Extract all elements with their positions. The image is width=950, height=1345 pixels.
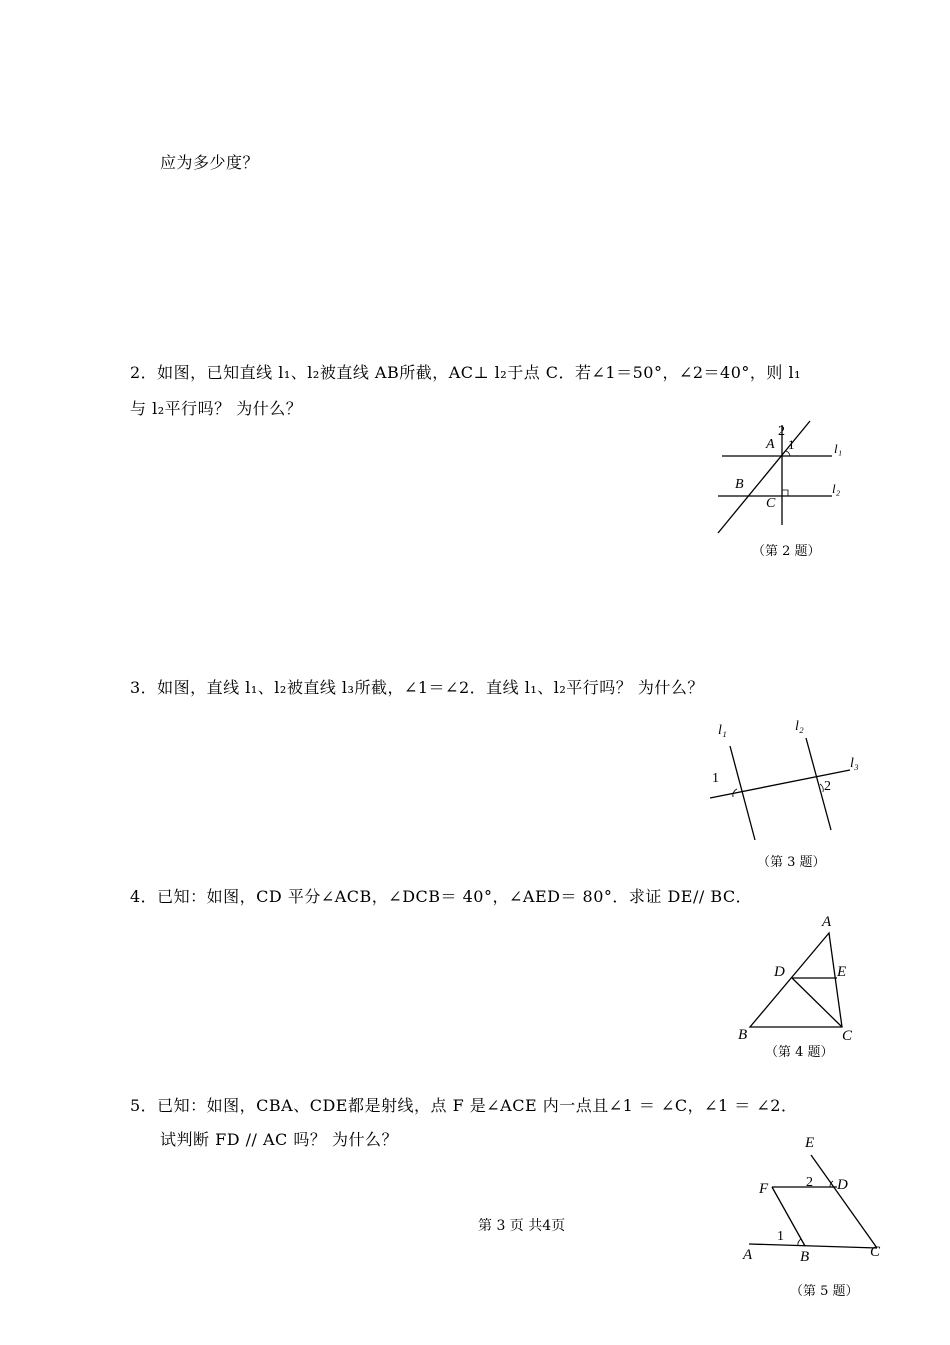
q5-label-f: F xyxy=(759,1181,769,1197)
q4-figure xyxy=(730,910,865,1045)
q2-label-b: B xyxy=(735,477,744,492)
q4-caption: （第 4 题） xyxy=(765,1045,834,1060)
q4-label-a: A xyxy=(822,914,832,930)
q2-text-line2: 与 l₂平行吗？ 为什么？ xyxy=(130,399,303,418)
q4-label-c: C xyxy=(842,1028,853,1044)
q5-ray-ce xyxy=(811,1155,877,1248)
q4-line-cd xyxy=(792,978,842,1027)
q5-text-line1: 5．已知：如图，CBA、CDE都是射线，点 F 是∠ACE 内一点且∠1 ＝ ∠C，∠1 ＝ ∠2． xyxy=(130,1096,798,1115)
q3-caption: （第 3 题） xyxy=(757,855,826,870)
q2-label-two: 2 xyxy=(778,424,785,439)
q2-label-a: A xyxy=(766,437,775,452)
q2-label-one: 1 xyxy=(788,437,795,452)
q5-label-a: A xyxy=(743,1247,753,1263)
q4-label-d: D xyxy=(774,964,785,980)
q5-label-two: 2 xyxy=(806,1175,813,1190)
q2-figure xyxy=(710,415,860,545)
q2-label-c: C xyxy=(766,496,776,511)
q3-figure xyxy=(700,712,870,847)
q3-label-two: 2 xyxy=(824,779,831,794)
q4-label-e: E xyxy=(837,964,847,980)
q4-text-line1: 4．已知：如图，CD 平分∠ACB，∠DCB＝ 40°，∠AED＝ 80°．求证 DE// BC． xyxy=(130,887,753,906)
q1-tail-text: 应为多少度？ xyxy=(160,153,260,172)
q5-label-e: E xyxy=(805,1135,815,1151)
q5-label-one: 1 xyxy=(777,1229,784,1244)
q3-label-l3: l₃ xyxy=(850,756,859,771)
q3-text-line1: 3．如图，直线 l₁、l₂被直线 l₃所截，∠1＝∠2．直线 l₁、l₂平行吗？ 为什么？ xyxy=(130,678,704,697)
q2-text-line1: 2．如图，已知直线 l₁、l₂被直线 AB所截，AC⊥ l₂于点 C．若∠1＝50°，∠2＝40°，则 l₁ xyxy=(130,363,802,382)
q5-figure xyxy=(735,1130,895,1270)
page-footer: 第 3 页 共4页 xyxy=(478,1218,566,1234)
q5-label-d: D xyxy=(837,1177,848,1193)
q3-label-l2: l₂ xyxy=(795,719,804,734)
q5-caption: （第 5 题） xyxy=(790,1284,859,1299)
q2-label-l1: l₁ xyxy=(834,441,843,456)
q4-label-b: B xyxy=(738,1027,748,1043)
q5-ray-ca xyxy=(749,1244,877,1248)
q5-text-line2: 试判断 FD // AC 吗？ 为什么？ xyxy=(160,1130,398,1149)
q2-right-angle-mark xyxy=(782,490,788,496)
q5-label-b: B xyxy=(800,1249,810,1265)
q3-label-one: 1 xyxy=(712,771,719,786)
q2-line-ab xyxy=(718,421,810,533)
q2-caption: （第 2 题） xyxy=(752,544,821,559)
q2-label-l2: l₂ xyxy=(832,481,841,496)
q3-label-l1: l₁ xyxy=(718,723,727,738)
q5-label-c: C xyxy=(870,1244,881,1260)
